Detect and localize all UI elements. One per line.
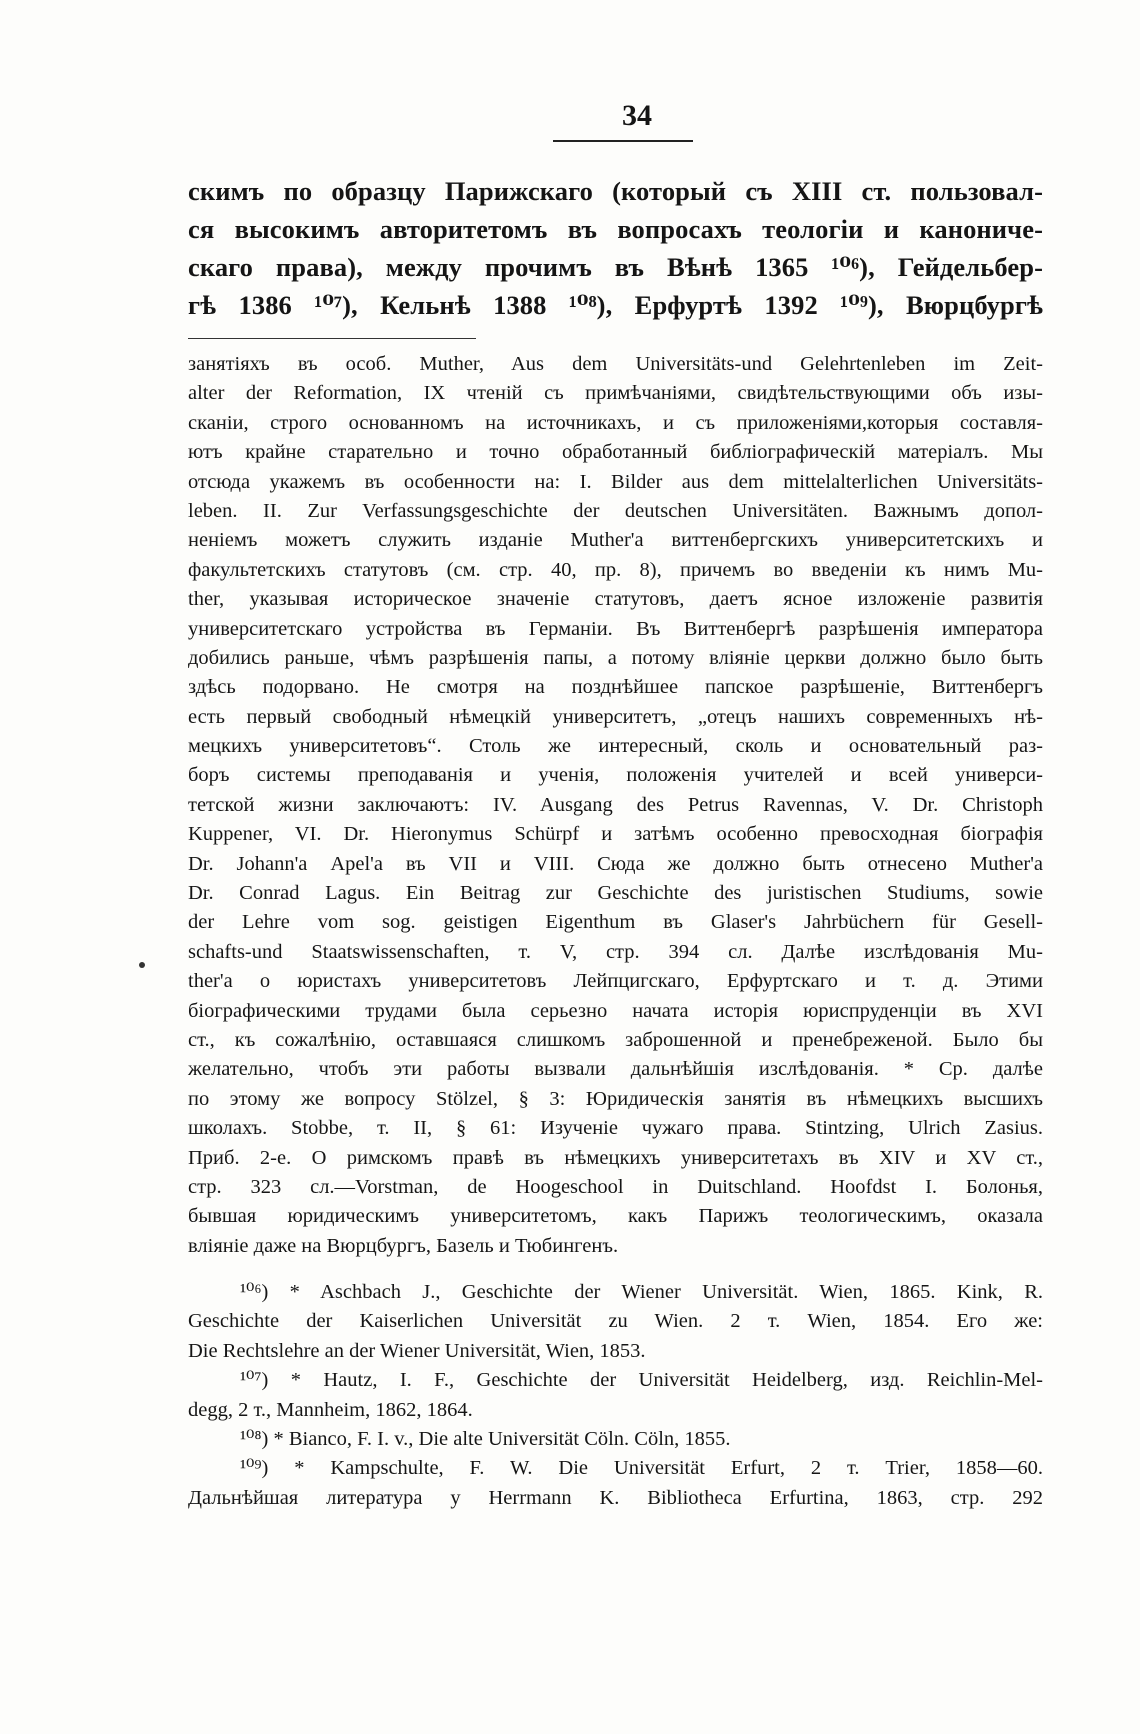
main-line: ся высокимъ авторитетомъ въ вопросахъ теологіи и канониче- xyxy=(188,214,1043,244)
footnote-108-line xyxy=(188,1425,1043,1454)
note-line: Приб. 2-е. О римскомъ правѣ въ нѣмецкихъ университетахъ въ XIV и XV ст., xyxy=(188,1146,1043,1169)
note-line: alter der Reformation, IX чтеній съ примѣчаніями, свидѣтельствующими объ изы- xyxy=(188,382,1043,405)
main-line: скаго права), между прочимъ въ Вѣнѣ 1365 ¹⁰⁶), Гейдельбер- xyxy=(188,252,1043,282)
footnote-separator xyxy=(188,338,476,339)
note-line: добились раньше, чѣмъ разрѣшенія папы, а потому вліяніе церкви должно было быть xyxy=(188,646,1043,669)
footnote-109-line: Дальнѣйшая литература у Herrmann K. Bibliotheca Erfurtina, 1863, стр. 292 xyxy=(188,1486,1043,1509)
page-number-rule xyxy=(553,140,693,142)
note-line: Dr. Johann'а Apel'а въ VII и VIII. Сюда же должно быть отнесено Muther'а xyxy=(188,852,1043,875)
note-line: ther, указывая историческое значеніе статутовъ, даетъ ясное изложеніе развитія xyxy=(188,588,1043,611)
footnote-107-line: degg, 2 т., Mannheim, 1862, 1864. xyxy=(188,1398,473,1421)
footnote-text: * Aschbach J., Geschichte der Wiener Universität. Wien, 1865. Kink, R. xyxy=(289,1281,1044,1303)
note-line: leben. II. Zur Verfassungsgeschichte der deutschen Universitäten. Важнымъ допол- xyxy=(188,499,1043,522)
footnote-marker: ¹⁰⁸) xyxy=(240,1427,269,1450)
note-line: есть первый свободный нѣмецкій университетъ, „отецъ нашихъ современныхъ нѣ- xyxy=(188,705,1043,728)
footnote-marker: ¹⁰⁶) xyxy=(240,1281,269,1303)
margin-mark xyxy=(139,962,145,968)
footnote-continuation xyxy=(188,350,1043,1261)
main-paragraph xyxy=(188,172,1043,324)
footnote-106-line: Die Rechtslehre an der Wiener Universität, Wien, 1853. xyxy=(188,1339,646,1362)
footnote-107-line xyxy=(188,1366,1043,1395)
note-line: ther'а о юристахъ университетовъ Лейпцигскаго, Ерфуртскаго и т. д. Этими xyxy=(188,970,1043,993)
note-line: Dr. Conrad Lagus. Ein Beitrag zur Geschichte des juristischen Studiums, sowie xyxy=(188,882,1043,905)
footnote-marker: ¹⁰⁷) xyxy=(240,1369,269,1392)
main-line: скимъ по образцу Парижскаго (который съ XIII ст. пользовал- xyxy=(188,176,1043,206)
note-line: факультетскихъ статутовъ (см. стр. 40, пр. 8), причемъ во введеніи къ нимъ Mu- xyxy=(188,558,1043,581)
note-line: ютъ крайне старательно и точно обработанный библіографическій матеріалъ. Мы xyxy=(188,441,1043,464)
note-line: боръ системы преподаванія и ученія, положенія учителей и всей универси- xyxy=(188,764,1043,787)
note-line: занятіяхъ въ особ. Muther, Aus dem Universitäts-und Gelehrtenleben im Zeit- xyxy=(188,353,1043,375)
note-line: стр. 323 сл.—Vorstman, de Hoogeschool in Duitschland. Hoofdst I. Болонья, xyxy=(188,1175,1043,1198)
note-line: неніемъ можетъ служить изданіе Muther'а виттенбергскихъ университетскихъ и xyxy=(188,529,1043,552)
main-line: гѣ 1386 ¹⁰⁷), Кельнѣ 1388 ¹⁰⁸), Ерфуртѣ 1392 ¹⁰⁹), Вюрцбургѣ xyxy=(188,290,1043,320)
note-line: мецкихъ университетовъ“. Столь же интересный, сколь и основательный раз- xyxy=(188,735,1043,758)
footnotes xyxy=(188,1278,1043,1513)
note-line: вліяніе даже на Вюрцбургъ, Базель и Тюбингенъ. xyxy=(188,1234,619,1257)
note-line: бывшая юридическимъ университетомъ, какъ Парижъ теологическимъ, оказала xyxy=(188,1205,1043,1228)
note-line: отсюда укажемъ въ особенности на: I. Bilder aus dem mittelalterlichen Universitäts- xyxy=(188,470,1043,493)
note-line: Kuppener, VI. Dr. Hieronymus Schürpf и затѣмъ особенно превосходная біографія xyxy=(188,823,1043,846)
note-line: біографическими трудами была серьезно начата исторія юриспруденціи въ XVI xyxy=(188,999,1043,1022)
note-line: по этому же вопросу Stölzel, § 3: Юридическія занятія въ нѣмецкихъ высшихъ xyxy=(188,1087,1043,1110)
note-line: желательно, чтобъ эти работы вызвали дальнѣйшія изслѣдованія. * Ср. далѣе xyxy=(188,1058,1043,1081)
note-line: сканіи, строго основанномъ на источникахъ, и съ приложеніями,которыя составля- xyxy=(188,411,1043,434)
footnote-text: * Bianco, F. I. v., Die alte Universität Cöln. Cöln, 1855. xyxy=(273,1427,731,1450)
footnote-text: * Hautz, I. F., Geschichte der Universität Heidelberg, изд. Reichlin-Mel- xyxy=(290,1369,1044,1392)
footnote-109-line xyxy=(188,1454,1043,1483)
footnote-text: * Kampschulte, F. W. Die Universität Erfurt, 2 т. Trier, 1858—60. xyxy=(294,1457,1043,1480)
note-line: schafts-und Staatswissenschaften, т. V, стр. 394 сл. Далѣе изслѣдованія Mu- xyxy=(188,940,1043,963)
note-line: der Lehre vom sog. geistigen Eigenthum въ Glaser's Jahrbüchern für Gesell- xyxy=(188,911,1043,934)
note-line: здѣсь подорвано. Не смотря на позднѣйшее папское разрѣшеніе, Виттенбергъ xyxy=(188,676,1043,699)
note-line: университетскаго устройства въ Германіи. Въ Виттенбергѣ разрѣшенія императора xyxy=(188,617,1043,640)
footnote-106-line: Geschichte der Kaiserlichen Universität zu Wien. 2 т. Wien, 1854. Его же: xyxy=(188,1310,1043,1333)
note-line: ст., къ сожалѣнію, оставшаяся слишкомъ заброшенной и пренебреженой. Было бы xyxy=(188,1028,1043,1051)
page-number: 34 xyxy=(622,99,652,132)
note-line: школахъ. Stobbe, т. II, § 61: Изученіе чужаго права. Stintzing, Ulrich Zasius. xyxy=(188,1117,1043,1140)
note-line: тетской жизни заключаютъ: IV. Ausgang des Petrus Ravennas, V. Dr. Christoph xyxy=(188,793,1043,816)
footnote-106-line xyxy=(188,1278,1043,1307)
footnote-marker: ¹⁰⁹) xyxy=(240,1457,269,1480)
